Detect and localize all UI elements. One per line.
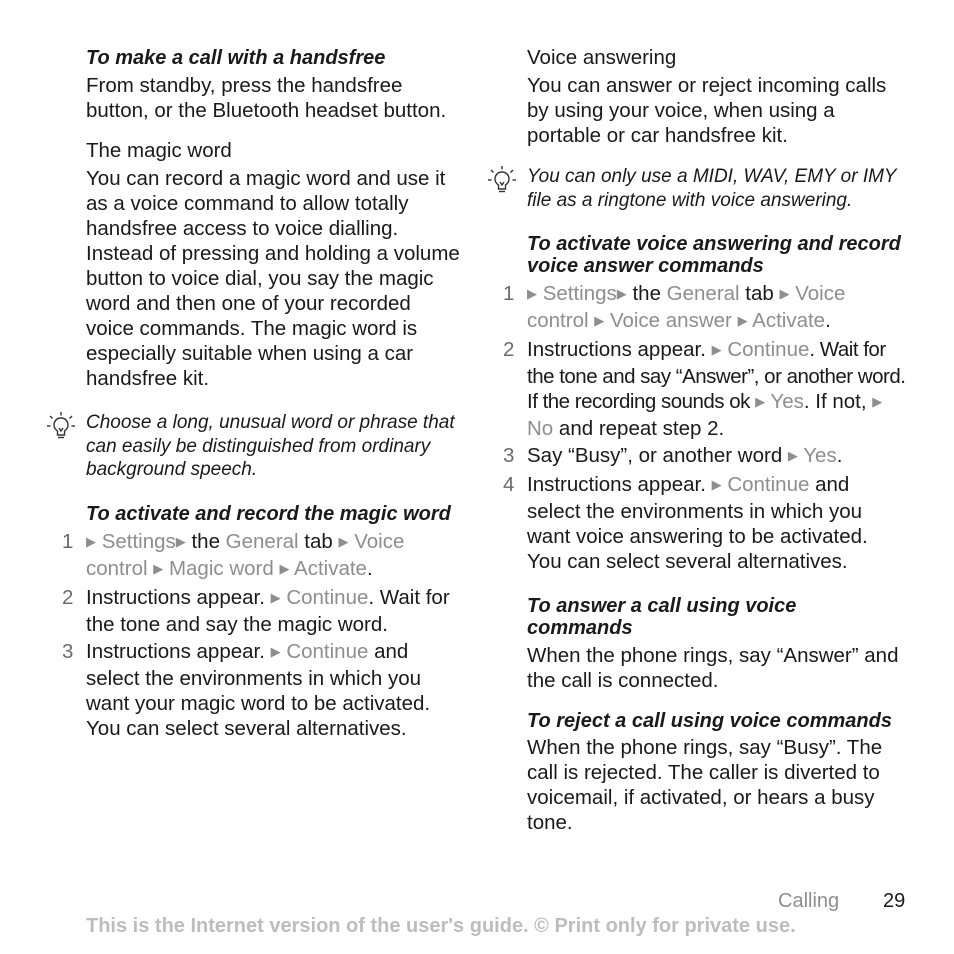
- step-text: and repeat step 2.: [553, 417, 725, 440]
- voice-answering-heading: Voice answering: [527, 46, 677, 69]
- step-text: . Wait for the tone and say the magic word.: [86, 585, 450, 636]
- menu-continue: Continue: [727, 473, 810, 496]
- activate-voice-answering-heading: To activate voice answering and record voice answer commands: [527, 233, 901, 277]
- lightbulb-tip-icon: [46, 411, 76, 443]
- triangle-right-icon: ▶: [872, 394, 883, 409]
- triangle-right-icon: ▶: [270, 589, 281, 605]
- menu-activate: Activate: [752, 309, 826, 332]
- triangle-right-icon: ▶: [270, 643, 281, 659]
- magic-word-heading: The magic word: [86, 139, 232, 162]
- step-text: .: [836, 444, 843, 467]
- menu-settings: Settings: [542, 282, 617, 305]
- list-item: [503, 443, 907, 470]
- triangle-right-icon: ▶: [279, 560, 290, 576]
- step-text: the: [626, 282, 667, 305]
- right-column: [503, 44, 907, 835]
- triangle-right-icon: ▶: [175, 533, 186, 549]
- triangle-right-icon: ▶: [616, 286, 627, 301]
- triangle-right-icon: ▶: [779, 286, 790, 301]
- triangle-right-icon: ▶: [86, 533, 96, 549]
- menu-voice-control: Voice control: [527, 282, 846, 332]
- triangle-right-icon: ▶: [338, 533, 349, 549]
- activate-magic-heading: To activate and record the magic word: [86, 502, 451, 525]
- triangle-right-icon: ▶: [594, 313, 605, 328]
- menu-general: General: [666, 282, 740, 305]
- list-item: [62, 585, 464, 637]
- tip-note: [86, 411, 464, 482]
- triangle-right-icon: ▶: [711, 477, 722, 492]
- menu-yes: Yes: [770, 390, 804, 413]
- step-number: 3: [503, 444, 515, 467]
- list-item: [503, 337, 907, 441]
- menu-continue: Continue: [286, 639, 369, 663]
- menu-settings: Settings: [101, 529, 176, 553]
- lightbulb-tip-icon: [487, 165, 517, 197]
- handsfree-text: From standby, press the handsfree button, or the Bluetooth headset button.: [86, 74, 447, 122]
- step-text: tab: [298, 529, 339, 553]
- triangle-right-icon: ▶: [527, 286, 537, 301]
- step-text: and select the environments in which you want voice answering to be activated. You can select several alternatives.: [527, 473, 868, 573]
- step-number: 4: [503, 473, 515, 496]
- triangle-right-icon: ▶: [153, 560, 164, 576]
- menu-voice-answer: Voice answer: [609, 309, 732, 332]
- voice-answer-steps-list: [503, 281, 907, 574]
- handsfree-heading: To make a call with a handsfree: [86, 47, 386, 69]
- list-item: [62, 529, 464, 583]
- magic-word-text: You can record a magic word and use it as a voice command to allow totally handsfree access to voice dialling. Instead of pressing and holding a volume button to voice dial, you say the magic word and then one of your recorded voice commands. The magic word is especially suitable when using a car handsfree kit.: [86, 167, 460, 390]
- tip-text: You can only use a MIDI, WAV, EMY or IMY file as a ringtone with voice answering.: [527, 166, 897, 211]
- step-text: Instructions appear.: [527, 338, 712, 361]
- step-text: .: [366, 556, 373, 580]
- disclaimer-text: This is the Internet version of the user's guide. © Print only for private use.: [86, 915, 796, 937]
- menu-activate: Activate: [294, 556, 367, 580]
- menu-continue: Continue: [286, 585, 369, 609]
- menu-general: General: [225, 529, 299, 553]
- step-text: Instructions appear.: [86, 585, 271, 609]
- tip-text: Choose a long, unusual word or phrase that can easily be distinguished from ordinary background speech.: [86, 412, 455, 480]
- page-number: 29: [883, 890, 906, 912]
- menu-yes: Yes: [803, 444, 837, 467]
- list-item: [62, 639, 464, 741]
- step-number: 1: [62, 529, 74, 553]
- reject-call-text: When the phone rings, say “Busy”. The call is rejected. The caller is diverted to voicemail, if activated, or hears a busy tone.: [527, 736, 883, 834]
- menu-no: No: [527, 417, 554, 440]
- magic-steps-list: [62, 529, 464, 741]
- reject-call-heading: To reject a call using voice commands: [527, 710, 892, 732]
- answer-call-heading: To answer a call using voice commands: [527, 595, 797, 639]
- step-number: 3: [62, 639, 74, 663]
- step-text: .: [825, 309, 831, 332]
- step-text: and select the environments in which you want your magic word to be activated. You can select several alternatives.: [86, 639, 431, 740]
- triangle-right-icon: ▶: [737, 313, 748, 328]
- step-text: the: [185, 529, 226, 553]
- list-item: [503, 472, 907, 574]
- list-item: [503, 281, 907, 335]
- answer-call-text: When the phone rings, say “Answer” and the call is connected.: [527, 644, 899, 692]
- step-text: Say “Busy”, or another word: [527, 444, 788, 467]
- left-column: [62, 44, 464, 743]
- tip-note: [527, 165, 907, 212]
- step-text: . If not,: [803, 390, 873, 413]
- triangle-right-icon: ▶: [755, 394, 766, 409]
- menu-continue: Continue: [727, 338, 810, 361]
- step-number: 2: [503, 338, 515, 361]
- step-number: 2: [62, 585, 74, 609]
- chapter-label: Calling: [778, 890, 840, 912]
- step-text: Instructions appear.: [86, 639, 271, 663]
- menu-voice-control: Voice control: [86, 529, 405, 580]
- voice-answering-text: You can answer or reject incoming calls by using your voice, when using a portable or car handsfree kit.: [527, 74, 887, 147]
- menu-magic-word: Magic word: [168, 556, 274, 580]
- step-text: tab: [739, 282, 780, 305]
- triangle-right-icon: ▶: [787, 448, 798, 463]
- step-text: . Wait for the tone and say “Answer”, or another word. If the recording sounds ok: [527, 338, 906, 413]
- step-text: Instructions appear.: [527, 473, 712, 496]
- triangle-right-icon: ▶: [711, 342, 722, 357]
- step-number: 1: [503, 282, 515, 305]
